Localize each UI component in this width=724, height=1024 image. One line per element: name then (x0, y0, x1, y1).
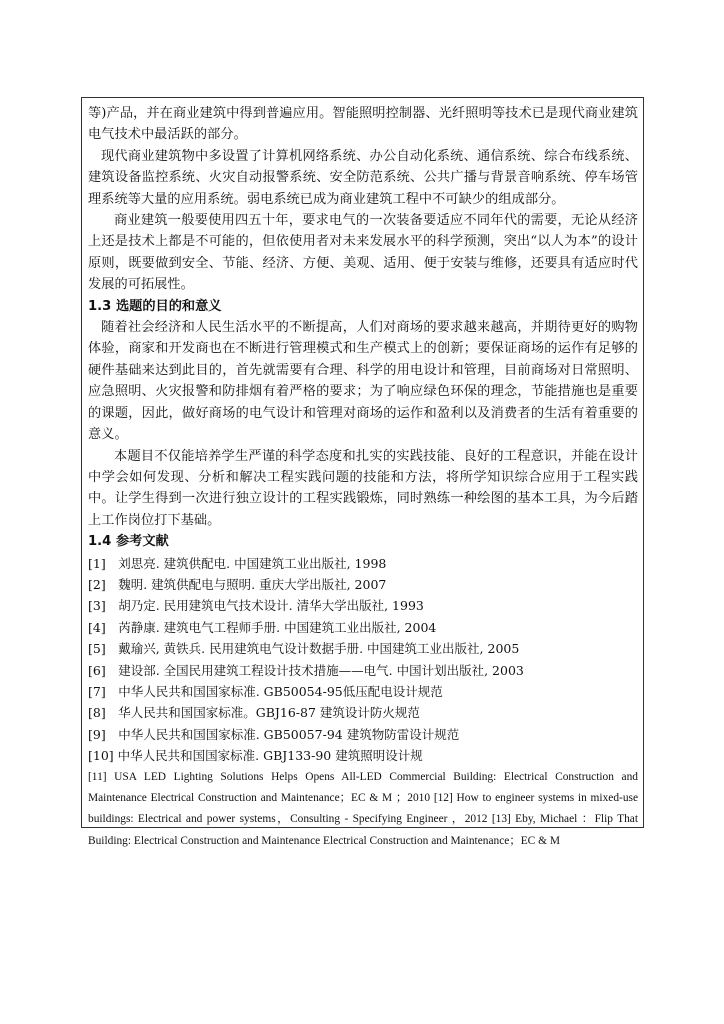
section-heading-1-3: 1.3 选题的目的和意义 (88, 298, 222, 314)
document-body (88, 103, 638, 852)
paragraph-design-principles: 商业建筑一般要使用四五十年，要求电气的一次装备要适应不同年代的需要，无论从经济上还是技术上都是不可能的，但依使用者对未来发展水平的科学预测，突出“以人为本”的设计原则，既要做到安全、节能、经济、方便、美观、适用、便于安装与维修，还要具有适应时代发展的可拓展性。 (88, 213, 638, 293)
reference-item: [3] 胡乃定. 民用建筑电气技术设计. 清华大学出版社, 1993 (88, 598, 424, 614)
section-heading-1-4: 1.4 参考文献 (88, 534, 169, 550)
paragraph-weak-current-systems: 现代商业建筑物中多设置了计算机网络系统、办公自动化系统、通信系统、综合布线系统、建筑设备监控系统、火灾自动报警系统、安全防范系统、公共广播与背景音响系统、停车场管理系统等大量的应用系统。弱电系统已成为商业建筑工程中不可缺少的组成部分。 (88, 148, 638, 207)
reference-item: [1] 刘思亮. 建筑供配电. 中国建筑工业出版社, 1998 (88, 555, 387, 571)
reference-item: [2] 魏明. 建筑供配电与照明. 重庆大学出版社, 2007 (88, 576, 387, 592)
reference-item: [4] 芮静康. 建筑电气工程师手册. 中国建筑工业出版社, 2004 (88, 619, 437, 635)
reference-item: [6] 建设部. 全国民用建筑工程设计技术措施——电气. 中国计划出版社, 2003 (88, 662, 524, 678)
reference-item: [7] 中华人民共和国国家标准. GB50054-95低压配电设计规范 (88, 683, 443, 699)
paragraph-intro-continued: 等)产品，并在商业建筑中得到普遍应用。智能照明控制器、光纤照明等技术已是现代商业建筑电气技术中最活跃的部分。 (88, 106, 638, 143)
reference-item: [10] 中华人民共和国国家标准. GBJ133-90 建筑照明设计规 (88, 748, 423, 764)
reference-item: [9] 中华人民共和国国家标准. GB50057-94 建筑物防雷设计规范 (88, 726, 460, 742)
reference-english-block: [11] USA LED Lighting Solutions Helps Opens All-LED Commercial Building: Electrical Construction and Maintenance Electrical Construction and Maintenance；EC & M ；2010 [12] How to engineer systems in mixed-use buildings: Electrical and power systems，Consulting - Specifying Engineer ，2012 [13] Eby, Michael ：Flip That Building: Electrical Construction and Maintenance Electrical Construction and Maintenance；EC & M (88, 770, 638, 847)
reference-item: [8] 华人民共和国国家标准。GBJ16-87 建筑设计防火规范 (88, 705, 420, 721)
paragraph-purpose: 随着社会经济和人民生活水平的不断提高，人们对商场的要求越来越高，并期待更好的购物体验，商家和开发商也在不断进行管理模式和生产模式上的创新；要保证商场的运作有足够的硬件基础来达到此目的，首先就需要有合理、科学的用电设计和管理，目前商场对日常照明、应急照明、火灾报警和防排烟有着严格的要求；为了响应绿色环保的理念，节能措施也是重要的课题，因此，做好商场的电气设计和管理对商场的运作和盈利以及消费者的生活有着重要的意义。 (88, 320, 638, 443)
reference-item: [5] 戴瑜兴, 黄铁兵. 民用建筑电气设计数据手册. 中国建筑工业出版社, 2005 (88, 641, 520, 657)
paragraph-significance: 本题目不仅能培养学生严谨的科学态度和扎实的实践技能、良好的工程意识，并能在设计中学会如何发现、分析和解决工程实践问题的技能和方法，将所学知识综合应用于工程实践中。让学生得到一次进行独立设计的工程实践锻炼，同时熟练一种绘图的基本工具，为今后踏上工作岗位打下基础。 (88, 448, 638, 528)
content-frame (81, 97, 644, 847)
